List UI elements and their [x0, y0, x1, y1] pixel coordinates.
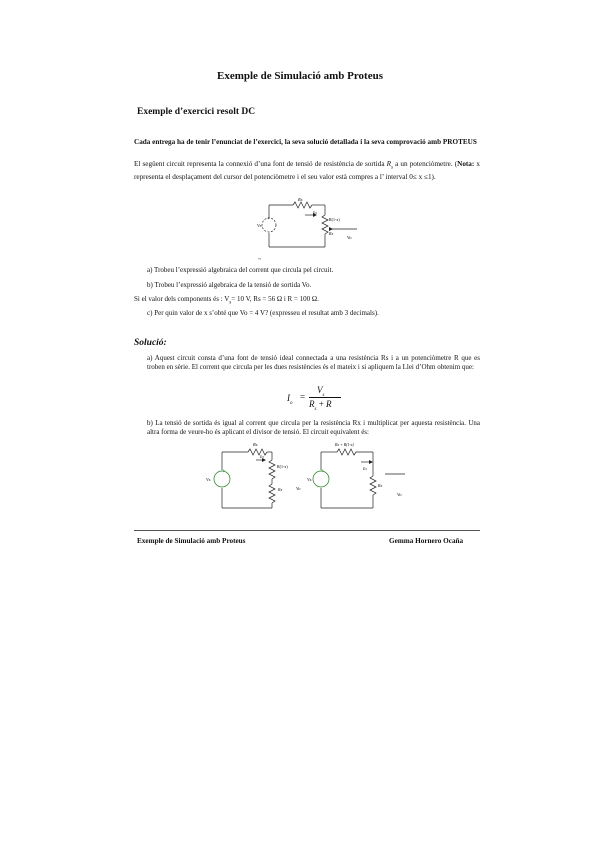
statement-part-2: a un potenciòmetre. (	[395, 160, 458, 168]
c1-ground-mark: ~	[258, 257, 262, 263]
solution-a-text: Aquest circuit consta d’una font de tensió ideal connectada a una resistència Rs i a un potenciòmetre R que es troben en sèrie. El corrent que circula per les dues resistències és el mateix i si apliquem la Llei d’Ohm obtenim que:	[147, 354, 480, 371]
section-subtitle: Exemple d’exercici resolt DC	[137, 107, 256, 117]
c3-vs-label: Vs	[307, 477, 312, 482]
values-rest: = 10 V, Rs = 56 Ω i R = 100 Ω.	[231, 295, 319, 303]
question-a: a) Trobeu l’expressió algebraica del corrent que circula pel circuit.	[147, 266, 334, 274]
component-values	[134, 295, 319, 307]
circuit-diagram-1	[255, 193, 365, 265]
c1-rx-label: Rx	[329, 231, 334, 236]
c2-vs-label: Vs	[206, 477, 211, 482]
c2-rtop-label: R(1-x)	[277, 464, 288, 469]
question-c: c) Per quin valor de x s’obté que Vo = 4 V? (expresseu el resultat amb 3 decimals).	[147, 309, 379, 317]
circuit-diagram-3	[305, 440, 415, 512]
formula-denominator: $R_s + R$	[309, 399, 332, 412]
solution-a-label: a)	[147, 354, 153, 362]
rs-symbol: R	[386, 160, 392, 168]
statement-part-1: El següent circuit representa la connexió d’una font de tensió de resistència de sortida	[134, 160, 385, 168]
c1-plus-sign: +	[267, 217, 270, 222]
formula-numerator: $V_s$	[317, 385, 325, 398]
c1-rs-label: Rs	[298, 197, 303, 202]
c1-rtop-label: R(1-x)	[329, 217, 340, 222]
c2-io-label: Io	[260, 454, 264, 459]
problem-statement	[134, 160, 480, 183]
solution-a	[147, 354, 480, 371]
c3-vo-label: Vo	[397, 492, 402, 497]
intro-instructions: Cada entrega ha de tenir l’enunciat de l’exercici, la seva solució detallada i la seva comprovació amb PROTEUS	[134, 138, 477, 146]
c2-rs-label: Rs	[253, 442, 258, 447]
c1-vo-label: Vo	[347, 235, 352, 240]
formula-lhs: $I_o$	[287, 393, 293, 406]
statement-part-3: x representa el desplaçament del cursor del potenciòmetre i el seu valor està compres a l’ interval 0≤ x ≤1).	[134, 160, 480, 182]
solution-heading: Solució:	[134, 338, 167, 348]
footer-author: Gemma Hornero Ocaña	[389, 537, 464, 545]
c3-rtop-label: Rs + R(1-x)	[335, 442, 354, 447]
c3-rx-label: Rx	[378, 483, 383, 488]
c1-io-label: Io	[313, 210, 317, 215]
solution-b-text: La tensió de sortida és igual al corrent que circula per la resistència Rx i multiplicat per aquesta resistència. Una altra forma de veure-ho és aplicant el divisor de tensió. El circuit equivalent és:	[147, 419, 481, 436]
c1-vs-label: Vs	[257, 223, 262, 228]
rs-sub: s	[391, 165, 393, 171]
page-title: Exemple de Simulació amb Proteus	[216, 70, 383, 82]
nota-label: Nota:	[457, 160, 475, 168]
formula-equals: =	[300, 392, 306, 402]
c2-rx-label: Rx	[278, 487, 283, 492]
c3-io-label: Io	[363, 466, 367, 471]
solution-b-label: b)	[147, 419, 153, 427]
fraction-bar	[309, 397, 341, 398]
c2-vo-label: Vo	[296, 486, 301, 491]
ohm-formula	[287, 385, 367, 413]
svg-text:+: +	[321, 469, 325, 475]
question-b: b) Trobeu l’expressió algebraica de la tensió de sortida Vo.	[147, 281, 312, 289]
footer-rule	[134, 530, 480, 531]
solution-b	[147, 419, 480, 436]
values-sub: s	[229, 300, 232, 306]
circuit-diagram-2	[200, 436, 315, 512]
footer-doc-title: Exemple de Simulació amb Proteus	[137, 537, 246, 545]
svg-text:+: +	[222, 469, 226, 475]
values-prefix: Si el valor dels components és : V	[134, 295, 230, 303]
